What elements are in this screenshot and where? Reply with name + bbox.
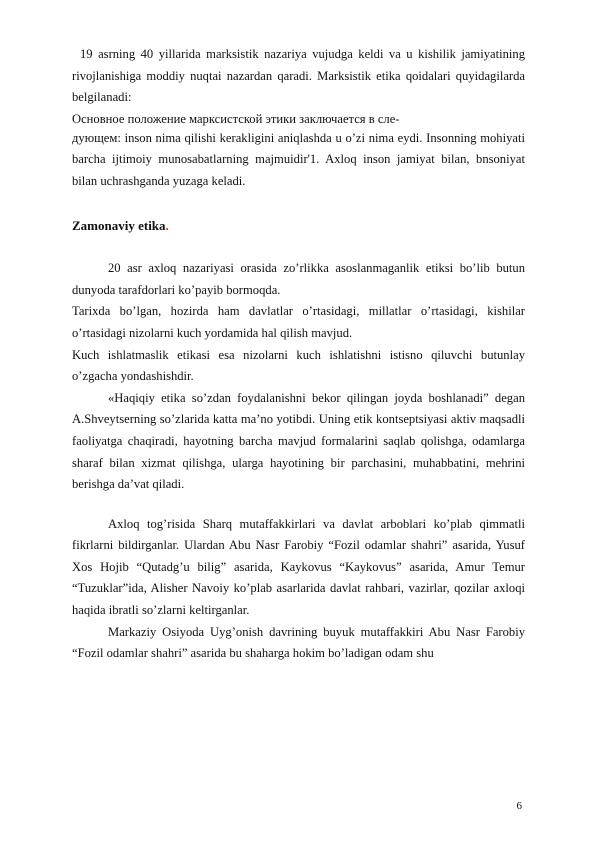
document-body xyxy=(72,44,525,665)
paragraph-nonviolence-approach: Kuch ishlatmaslik etikasi esa nizolarni kuch ishlatishni istisno qiluvchi butunlay o’zgacha yondashishdir. xyxy=(72,347,525,384)
paragraph-marxist-theory: 19 asrning 40 yillarida marksistik nazariya vujudga keldi va u kishilik jamiyatining rivojlanishiga moddiy nuqtai nazardan qaradi. Marksistik etika qoidalari quyidagilarda belgilanadi: xyxy=(72,47,525,105)
paragraph-farobiy: Markaziy Osiyoda Uyg’onish davrining buyuk mutaffakkiri Abu Nasr Farobiy “Fozil odamlar shahri” asarida bu shaharga hokim bo’ladigan odam shu xyxy=(72,624,525,661)
paragraph-human-essence: дующем: inson nima qilishi kerakligini aniqlashda u o’zi nima eydi. Insonning mohiyati barcha ijtimoiy munosabatlarning majmuidir'1. Axloq inson jamiyat bilan, bnsoniyat bilan uchrashganda yuzaga keladi. xyxy=(72,130,525,188)
spacer xyxy=(72,236,525,258)
paragraph-russian-quote: Основное положение марксистской этики заключается в сле- xyxy=(72,111,400,126)
page-number: 6 xyxy=(516,800,522,812)
section-heading-text: Zamonaviy etika xyxy=(72,217,166,233)
spacer xyxy=(72,496,525,514)
paragraph-eastern-thinkers: Axloq tog’risida Sharq mutaffakkirlari va davlat arboblari ko’plab qimmatli fikrlarni bildirganlar. Ulardan Abu Nasr Farobiy “Fozil odamlar shahri” asarida, Yusuf Xos Hojib “Qutadg’u bilig” asarida, Kaykovus “Kaykovus” asarida, Amur Temur “Tuzuklar”ida, Alisher Navoiy ko’plab asarlarida davlat rahbari, vazirlar, qozilar axloqi haqida ibratli so’zlarni keltirganlar. xyxy=(72,516,525,618)
section-heading xyxy=(72,215,525,237)
paragraph-nonviolence-ethics: 20 asr axloq nazariyasi orasida zo’rlikka asoslanmaganlik etiksi bo’lib butun dunyoda tarafdorlari ko’payib bormoqda. xyxy=(72,261,525,297)
paragraph-history-conflicts: Tarixda bo’lgan, hozirda ham davlatlar o’rtasidagi, millatlar o’rtasidagi, kishilar o’rtasidagi nizolarni kuch yordamida hal qilish mavjud. xyxy=(72,304,525,340)
paragraph-schweitzer: «Haqiqiy etika so’zdan foydalanishni bekor qilingan joyda boshlanadi” degan A.Shveytserning so’zlarida katta ma’no yotibdi. Uning etik kontseptsiyasi aktiv maqsadli faoliyatga chaqiradi, hayotning barcha mavjud formalarini saqlab qolishga, odamlarga sharaf bilan xizmat qilishga, ularga hayotining bir parchasini, muhabbatini, mehrini berishga da’vat qiladi. xyxy=(72,390,525,492)
spacer xyxy=(72,193,525,215)
section-heading-dot: . xyxy=(165,217,169,233)
